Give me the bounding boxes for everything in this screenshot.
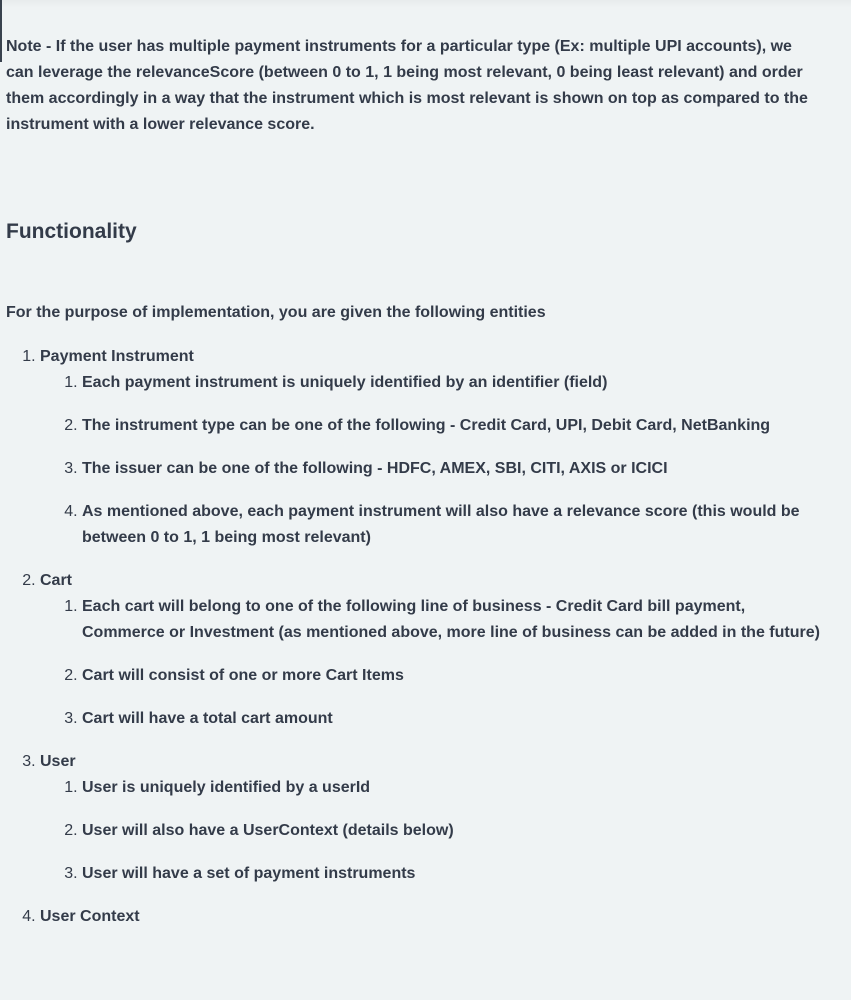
user-points bbox=[40, 775, 823, 887]
cart-points bbox=[40, 594, 823, 732]
entity-title: Cart bbox=[40, 572, 73, 589]
point-text: User is uniquely identified by a userId bbox=[82, 779, 371, 796]
entity-item-payment-instrument bbox=[40, 344, 823, 551]
point-text: Each cart will belong to one of the following line of business - Credit Card bill payment, Commerce or Investment (as mentioned above, more line of business can be added in the future) bbox=[82, 598, 820, 641]
point-item bbox=[82, 861, 823, 887]
point-item bbox=[82, 775, 823, 801]
entity-item-cart bbox=[40, 568, 823, 732]
intro-paragraph: For the purpose of implementation, you are given the following entities bbox=[6, 304, 546, 321]
point-item bbox=[82, 594, 823, 646]
entity-item-user-context bbox=[40, 904, 823, 930]
payment-instrument-points bbox=[40, 370, 823, 551]
point-item bbox=[82, 413, 823, 439]
point-text: The instrument type can be one of the following - Credit Card, UPI, Debit Card, NetBanking bbox=[82, 417, 771, 434]
point-text: User will also have a UserContext (details below) bbox=[82, 822, 454, 839]
point-text: Cart will have a total cart amount bbox=[82, 710, 333, 727]
entity-item-user bbox=[40, 749, 823, 887]
point-text: Cart will consist of one or more Cart Items bbox=[82, 667, 404, 684]
point-item bbox=[82, 456, 823, 482]
entity-title: Payment Instrument bbox=[40, 348, 194, 365]
point-text: User will have a set of payment instruments bbox=[82, 865, 416, 882]
point-item bbox=[82, 663, 823, 689]
point-text: Each payment instrument is uniquely identified by an identifier (field) bbox=[82, 374, 608, 391]
note-paragraph: Note - If the user has multiple payment instruments for a particular type (Ex: multiple UPI accounts), we can leverage the relevanceScore (between 0 to 1, 1 being most relevant, 0 being least relevant) and order them accordingly in a way that the instrument which is most relevant is shown on top as compared to the instrument with a lower relevance score. bbox=[6, 38, 808, 133]
functionality-heading: Functionality bbox=[6, 220, 137, 243]
point-item bbox=[82, 706, 823, 732]
point-text: The issuer can be one of the following - HDFC, AMEX, SBI, CITI, AXIS or ICICI bbox=[82, 460, 668, 477]
point-text: As mentioned above, each payment instrument will also have a relevance score (this would be between 0 to 1, 1 being most relevant) bbox=[82, 503, 800, 546]
point-item bbox=[82, 499, 823, 551]
entity-title: User bbox=[40, 753, 76, 770]
entity-title: User Context bbox=[40, 908, 140, 925]
entities-list bbox=[6, 344, 823, 930]
point-item bbox=[82, 818, 823, 844]
point-item bbox=[82, 370, 823, 396]
